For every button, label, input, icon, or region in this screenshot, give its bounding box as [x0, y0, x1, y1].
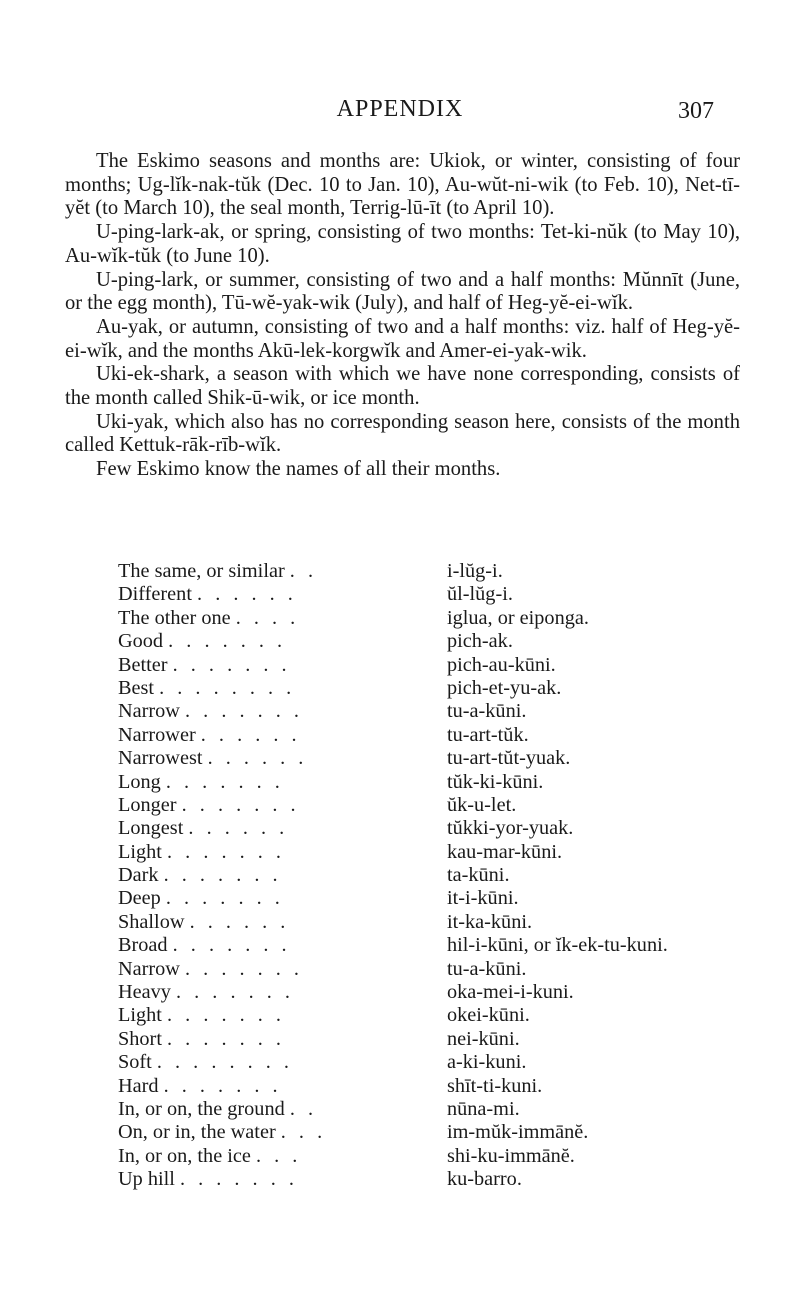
vocab-english-word: Good [118, 630, 164, 653]
vocab-eskimo: oka-mei-i-kuni. [447, 981, 574, 1004]
page-header [0, 94, 800, 134]
vocab-row [118, 1145, 758, 1168]
vocab-english-word: Long [118, 770, 161, 793]
vocab-leader-dots: . . . . . . [207, 747, 308, 770]
vocab-row [118, 1098, 758, 1121]
vocab-row [118, 560, 758, 583]
vocab-english [118, 1098, 448, 1121]
vocab-row [118, 1028, 758, 1051]
vocab-eskimo: pich-ak. [447, 630, 513, 653]
vocab-leader-dots: . . . . . . . [172, 653, 291, 676]
vocab-english [118, 583, 448, 606]
vocab-eskimo: ŭl-lŭg-i. [447, 583, 513, 606]
vocab-english [118, 981, 448, 1004]
vocab-english [118, 724, 448, 747]
vocab-english [118, 677, 448, 700]
vocab-english-word: Narrow [118, 957, 180, 980]
vocab-row [118, 794, 758, 817]
vocab-eskimo: tŭk-ki-kūni. [447, 770, 544, 793]
vocab-leader-dots: . . . . . . . [167, 840, 285, 863]
vocab-leader-dots: . . . . . . [188, 817, 289, 840]
vocab-leader-dots: . . . . . . . [167, 1004, 285, 1027]
vocab-leader-dots: . . . . . . [197, 583, 297, 606]
vocab-row [118, 841, 758, 864]
vocab-row [118, 981, 758, 1004]
vocab-english [118, 864, 448, 887]
vocab-eskimo: okei-kūni. [447, 1004, 530, 1027]
vocab-leader-dots: . . . . . . . . [159, 676, 296, 699]
vocab-leader-dots: . . . . . . . [163, 864, 282, 887]
vocab-english [118, 958, 448, 981]
vocab-english [118, 934, 448, 957]
vocab-row [118, 958, 758, 981]
vocab-eskimo: iglua, or eiponga. [447, 606, 589, 629]
vocab-english-word: Best [118, 676, 155, 699]
vocab-eskimo: ku-barro. [447, 1168, 522, 1191]
vocab-english-word: Dark [118, 864, 159, 887]
vocab-leader-dots: . . . . [235, 606, 300, 629]
vocab-leader-dots: . . [289, 560, 318, 582]
vocab-english [118, 630, 448, 653]
vocab-english-word: In, or on, the ice [118, 1144, 251, 1167]
vocab-english-word: Broad [118, 934, 168, 957]
vocab-english [118, 911, 448, 934]
vocab-english-word: The other one [118, 606, 231, 629]
vocab-leader-dots: . . . . . . . [163, 1074, 282, 1097]
page-number: 307 [678, 98, 714, 124]
vocab-row [118, 1004, 758, 1027]
vocab-leader-dots: . . . . . . . [176, 981, 294, 1004]
vocab-english [118, 771, 448, 794]
vocab-row [118, 677, 758, 700]
vocab-eskimo: kau-mar-kūni. [447, 840, 563, 863]
vocab-eskimo: it-ka-kūni. [447, 910, 533, 933]
vocab-english [118, 794, 448, 817]
vocab-eskimo: tu-a-kūni. [447, 700, 527, 723]
vocab-english-word: Hard [118, 1074, 159, 1097]
vocab-eskimo: tu-art-tŭk. [447, 723, 529, 746]
vocab-english-word: Deep [118, 887, 161, 910]
vocab-eskimo: a-ki-kuni. [447, 1051, 527, 1074]
vocab-english [118, 560, 448, 583]
vocab-leader-dots: . . [289, 1097, 318, 1120]
vocab-english [118, 1145, 448, 1168]
vocab-leader-dots: . . . . . . . [172, 934, 291, 957]
vocab-eskimo: tu-art-tŭt-yuak. [447, 747, 571, 770]
paragraph: Few Eskimo know the names of all their months. [96, 458, 501, 481]
vocab-leader-dots: . . . . . . . [165, 887, 284, 910]
vocab-row [118, 934, 758, 957]
vocab-row [118, 1051, 758, 1074]
vocab-leader-dots: . . . . . . [200, 723, 301, 746]
vocab-english [118, 817, 448, 840]
vocab-row [118, 771, 758, 794]
vocab-english-word: Better [118, 653, 168, 676]
vocab-eskimo: pich-au-kūni. [447, 653, 556, 676]
vocab-leader-dots: . . . . . . . . [156, 1051, 293, 1074]
vocab-english-word: Up hill [118, 1168, 175, 1191]
vocab-eskimo: im-mŭk-immānĕ. [447, 1121, 589, 1144]
vocab-row [118, 864, 758, 887]
vocab-eskimo: nūna-mi. [447, 1097, 520, 1120]
seasons-text [65, 150, 740, 482]
running-title: APPENDIX [336, 96, 464, 122]
vocab-english-word: Shallow [118, 910, 185, 933]
vocab-row [118, 724, 758, 747]
vocab-eskimo: shi-ku-immānĕ. [447, 1144, 575, 1167]
vocab-english-word: Heavy [118, 981, 171, 1004]
paragraph: Au-yak, or autumn, consisting of two and a half months: viz. half of Heg-yĕ-ei-wĭk, and the months Akū-lek-korgwĭk and Amer-ei-yak-wik. [65, 315, 740, 362]
vocab-row [118, 607, 758, 630]
paragraph: Uki-ek-shark, a season with which we have none corresponding, consists of the month called Shik-ū-wik, or ice month. [65, 363, 740, 410]
vocab-eskimo: tu-a-kūni. [447, 957, 527, 980]
vocab-english-word: Narrower [118, 723, 196, 746]
vocab-leader-dots: . . . [280, 1121, 327, 1144]
vocab-english [118, 841, 448, 864]
vocab-english-word: Longer [118, 793, 177, 816]
vocab-row [118, 1168, 758, 1191]
vocab-row [118, 630, 758, 653]
vocab-leader-dots: . . . . . . . [165, 770, 284, 793]
vocab-english [118, 1004, 448, 1027]
vocab-eskimo: pich-et-yu-ak. [447, 676, 562, 699]
vocab-leader-dots: . . . . . . . [168, 630, 287, 653]
vocabulary-list [118, 560, 758, 1192]
vocab-english [118, 1075, 448, 1098]
vocab-row [118, 887, 758, 910]
vocab-english [118, 747, 448, 770]
vocab-english-word: The same, or similar [118, 560, 285, 582]
vocab-eskimo: shīt-ti-kuni. [447, 1074, 543, 1097]
vocab-eskimo: hil-i-kūni, or ĭk-ek-tu-kuni. [447, 934, 668, 957]
vocab-english-word: Narrow [118, 700, 180, 723]
vocab-english [118, 700, 448, 723]
vocab-english-word: On, or in, the water [118, 1121, 276, 1144]
vocab-english [118, 607, 448, 630]
vocab-row [118, 1075, 758, 1098]
vocab-english [118, 1028, 448, 1051]
vocab-english-word: Narrowest [118, 747, 203, 770]
vocab-english-word: Light [118, 840, 162, 863]
vocab-leader-dots: . . . . . . . [179, 1168, 298, 1191]
vocab-english [118, 1051, 448, 1074]
paragraph: U-ping-lark, or summer, consisting of two and a half months: Mŭnnīt (June, or the egg month), Tū-wĕ-yak-wik (July), and half of Heg-yĕ-ei-wĭk. [65, 268, 740, 315]
paragraph: The Eskimo seasons and months are: Ukiok, or winter, consisting of four months; Ug-lĭk-nak-tŭk (Dec. 10 to Jan. 10), Au-wŭt-ni-wik (to Feb. 10), Net-tī-yĕt (to March 10), the seal month, Terrig-lū-īt (to April 10). [65, 150, 740, 220]
paragraph: Uki-yak, which also has no corresponding season here, consists of the month called Kettuk-rāk-rīb-wĭk. [65, 410, 740, 457]
paragraph: U-ping-lark-ak, or spring, consisting of two months: Tet-ki-nŭk (to May 10), Au-wĭk-tŭk (to June 10). [65, 221, 740, 267]
vocab-english-word: Light [118, 1004, 162, 1027]
vocab-row [118, 747, 758, 770]
vocab-eskimo: tŭkki-yor-yuak. [447, 817, 574, 840]
vocab-row [118, 1121, 758, 1144]
vocab-leader-dots: . . . . . . . [185, 957, 303, 980]
vocab-english-word: Different [118, 583, 192, 606]
vocab-eskimo: nei-kūni. [447, 1027, 520, 1050]
vocab-english-word: Soft [118, 1051, 152, 1074]
vocab-eskimo: ta-kūni. [447, 864, 510, 887]
vocab-row [118, 700, 758, 723]
vocab-english-word: Longest [118, 817, 184, 840]
vocab-leader-dots: . . . . . . [189, 910, 290, 933]
vocab-english [118, 1168, 448, 1191]
vocab-row [118, 817, 758, 840]
vocab-row [118, 654, 758, 677]
vocab-eskimo: it-i-kūni. [447, 887, 519, 910]
vocab-row [118, 583, 758, 606]
vocab-english [118, 887, 448, 910]
vocab-english-word: In, or on, the ground [118, 1097, 285, 1120]
vocab-english [118, 654, 448, 677]
vocab-leader-dots: . . . [256, 1144, 302, 1167]
vocab-leader-dots: . . . . . . . [185, 700, 303, 723]
vocab-english-word: Short [118, 1027, 162, 1050]
vocab-eskimo: ŭk-u-let. [447, 793, 517, 816]
vocab-leader-dots: . . . . . . . [167, 1027, 285, 1050]
vocab-english [118, 1121, 448, 1144]
vocab-eskimo: i-lŭg-i. [447, 560, 503, 582]
vocab-row [118, 911, 758, 934]
vocab-leader-dots: . . . . . . . [181, 793, 300, 816]
